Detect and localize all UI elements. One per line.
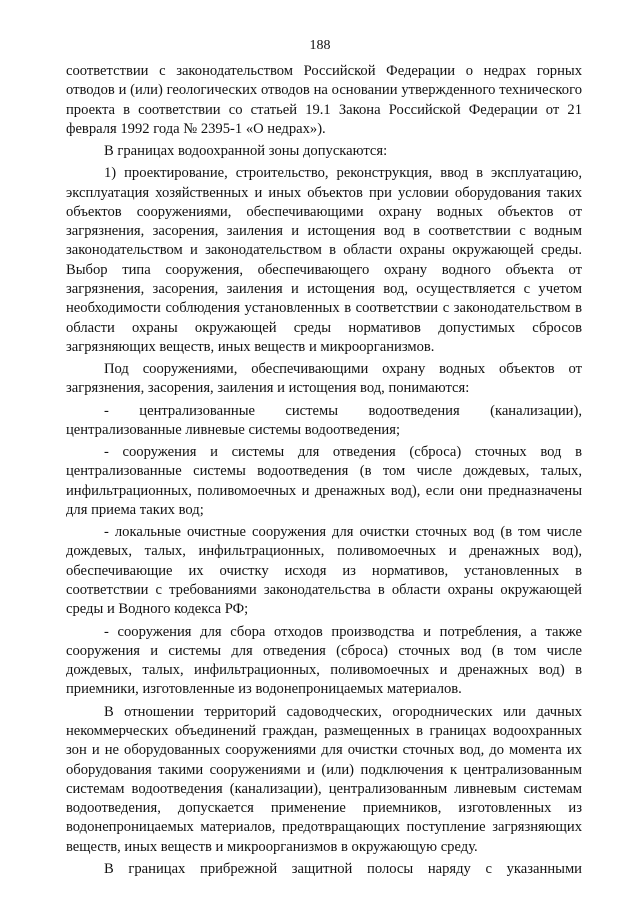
paragraph-item-1: 1) проектирование, строительство, реконструкция, ввод в эксплуатацию, эксплуатация хозяйственных и иных объектов при условии оборудования таких объектов сооружениями, обеспечивающими охрану водных объектов от загрязнения, засорения, заиления и истощения вод в соответствии с водным законодательством и законодательством в области охраны окружающей среды. Выбор типа сооружения, обеспечивающего охрану водного объекта от загрязнения, засорения, заиления и истощения вод, осуществляется с учетом необходимости соблюдения установленных в соответствии с законодательством в области охраны окружающей среды нормативов допустимых сбросов загрязняющих веществ, иных веществ и микроорганизмов. xyxy=(66,165,582,355)
paragraph-coastal-strip: В границах прибрежной защитной полосы наряду с указанными xyxy=(104,860,582,877)
paragraph-structures-definition: Под сооружениями, обеспечивающими охрану водных объектов от загрязнения, засорения, заиления и истощения вод, понимаются: xyxy=(66,361,582,397)
paragraph-intro-allowed: В границах водоохранной зоны допускаются: xyxy=(104,143,388,160)
list-item-centralized-systems: - централизованные системы водоотведения (канализации), централизованные ливневые системы водоотведения; xyxy=(66,402,582,438)
paragraph-continuation: соответствии с законодательством Российской Федерации о недрах горных отводов и (или) геологических отводов на основании утвержденного технического проекта в соответствии со статьей 19.1 Закона Российской Федерации от 21 февраля 1992 года № 2395-1 «О недрах»). xyxy=(66,63,582,137)
page-body xyxy=(66,62,582,882)
page-number: 188 xyxy=(309,38,331,53)
paragraph-garden-territories: В отношении территорий садоводческих, огороднических или дачных некоммерческих объединений граждан, размещенных в границах водоохранных зон и не оборудованных сооружениями для очистки сточных вод, до момента их оборудования такими сооружениями и (или) подключения к централизованным системам водоотведения (канализации), централизованным ливневым системам водоотведения, допускается применение приемников, изготовленных из водонепроницаемых материалов, предотвращающих поступление загрязняющих веществ, иных веществ и микроорганизмов в окружающую среду. xyxy=(66,703,582,855)
list-item-local-treatment: - локальные очистные сооружения для очистки сточных вод (в том числе дождевых, талых, инфильтрационных, поливомоечных и дренажных вод), обеспечивающие их очистку исходя из нормативов, установленных в соответствии с требованиями законодательства в области охраны окружающей среды и Водного кодекса РФ; xyxy=(66,524,582,618)
list-item-discharge-systems: - сооружения и системы для отведения (сброса) сточных вод в централизованные системы водоотведения (в том числе дождевых, талых, инфильтрационных, поливомоечных и дренажных вод), если они предназначены для приема таких вод; xyxy=(66,444,582,518)
list-item-waste-collection: - сооружения для сбора отходов производства и потребления, а также сооружения и системы для отведения (сброса) сточных вод (в том числе дождевых, талых, инфильтрационных, поливомоечных и дренажных вод) в приемники, изготовленные из водонепроницаемых материалов. xyxy=(66,623,582,698)
